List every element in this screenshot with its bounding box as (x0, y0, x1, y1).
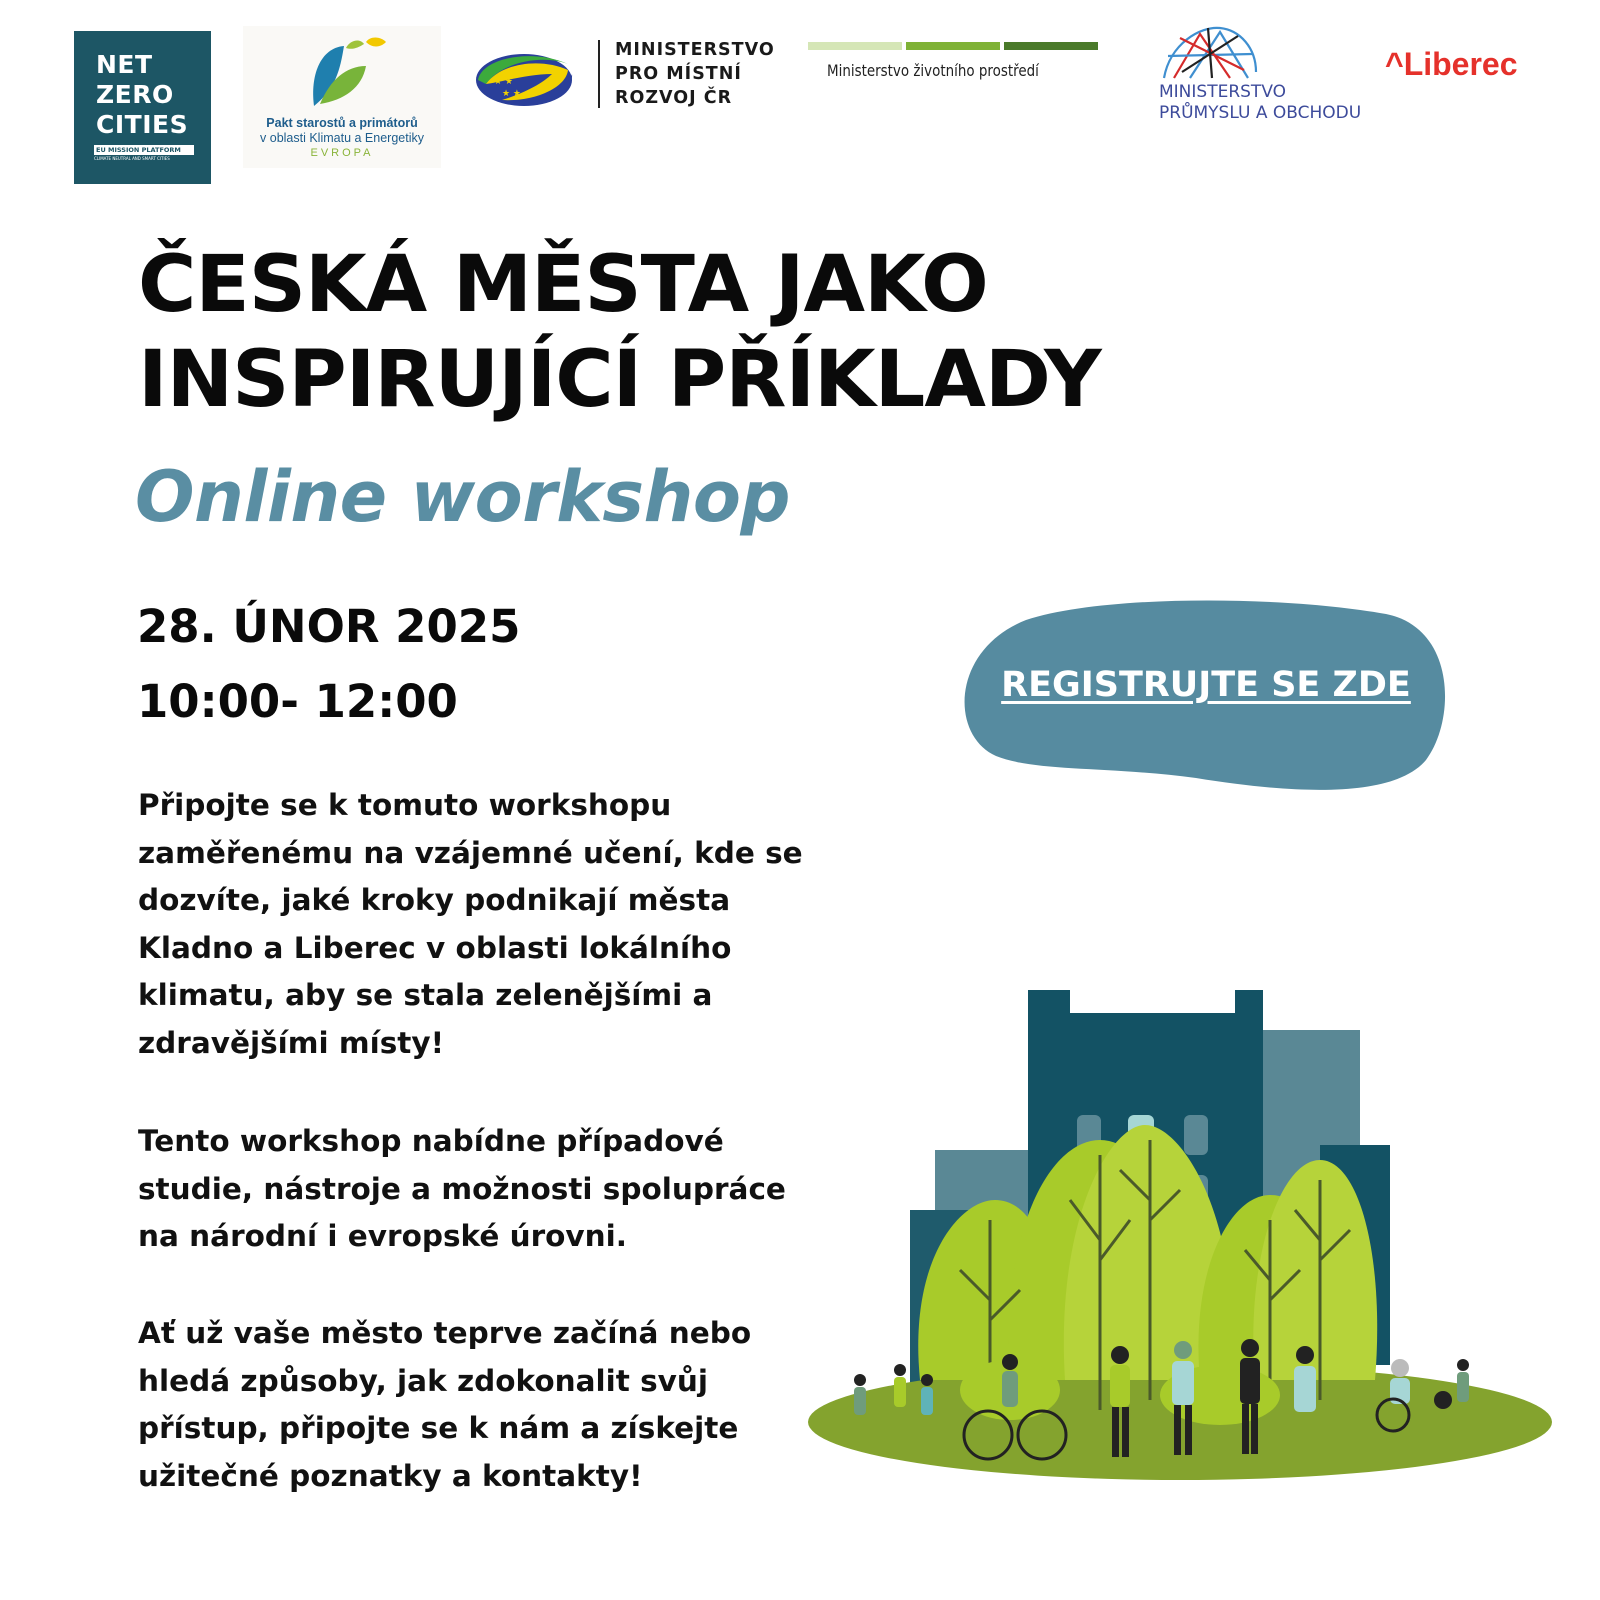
p3-line: přístup, připojte se k nám a získejte (138, 1411, 739, 1445)
svg-text:★ ★: ★ ★ (494, 77, 513, 87)
mpo-line-2: PRŮMYSLU A OBCHODU (1159, 103, 1362, 123)
mmr-line-2: PRO MÍSTNÍ (615, 64, 742, 84)
mmr-line-1: MINISTERSTVO (615, 40, 775, 60)
title-line-2: INSPIRUJÍCÍ PŘÍKLADY (138, 335, 1101, 425)
liberec-logo: ^Liberec (1385, 46, 1518, 82)
mmr-emblem-icon (472, 44, 582, 110)
nzc-line-2: ZERO (96, 80, 174, 109)
p3-line: Ať už vaše město teprve začíná nebo (138, 1316, 752, 1350)
nzc-platform-sub: CLIMATE NEUTRAL AND SMART CITIES (94, 156, 170, 161)
p1-line: Připojte se k tomuto workshopu (138, 788, 672, 822)
city-park-illustration (800, 900, 1560, 1520)
event-time: 10:00- 12:00 (137, 675, 458, 728)
p1-line: klimatu, aby se stala zelenějšími a (138, 978, 713, 1012)
event-date: 28. ÚNOR 2025 (137, 600, 521, 653)
nzc-line-3: CITIES (96, 110, 189, 139)
page-title (138, 238, 1288, 428)
mzp-color-bars (808, 42, 1098, 50)
mmr-line-3: ROZVOJ ČR (615, 88, 733, 108)
p2-line: studie, nástroje a možnosti spolupráce (138, 1171, 786, 1206)
p1-line: Kladno a Liberec v oblasti lokálního (138, 930, 732, 965)
mpo-line-1: MINISTERSTVO (1159, 82, 1287, 102)
mmr-logo-text (615, 38, 775, 110)
mmr-divider (598, 40, 600, 108)
pakt-leaf-icon (306, 36, 390, 108)
mzp-logo-text: Ministerstvo životního prostředí (827, 61, 1039, 80)
invitation-paragraph (138, 1310, 858, 1500)
subtitle: Online workshop (135, 456, 791, 538)
nzc-platform: EU MISSION PLATFORM (94, 145, 194, 155)
p3-line: hledá způsoby, jak zdokonalit svůj (138, 1363, 709, 1398)
intro-paragraph (138, 782, 858, 1067)
p1-line: zdravějšími místy! (138, 1025, 445, 1060)
pakt-line-3: EVROPA (310, 147, 374, 159)
pakt-line-2: v oblasti Klimatu a Energetiky (260, 131, 424, 145)
title-line-1: ČESKÁ MĚSTA JAKO (138, 240, 988, 330)
pakt-line-1: Pakt starostů a primátorů (266, 116, 418, 130)
offer-paragraph (138, 1118, 858, 1261)
nzc-line-1: NET (96, 50, 153, 79)
register-button[interactable]: REGISTRUJTE SE ZDE (1001, 665, 1411, 705)
p1-line: dozvíte, jaké kroky podnikají města (138, 883, 731, 917)
p2-line: Tento workshop nabídne případové (138, 1124, 724, 1158)
p3-line: užitečné poznatky a kontakty! (138, 1458, 643, 1493)
mpo-logo-text (1159, 82, 1361, 124)
net-zero-cities-logo (74, 31, 211, 184)
pakt-starostu-logo (243, 26, 441, 168)
p1-line: zaměřenému na vzájemné učení, kde se (138, 835, 803, 870)
mpo-globe-icon (1160, 24, 1260, 80)
svg-text:★ ★: ★ ★ (502, 89, 521, 99)
p2-line: na národní i evropské úrovni. (138, 1219, 627, 1253)
